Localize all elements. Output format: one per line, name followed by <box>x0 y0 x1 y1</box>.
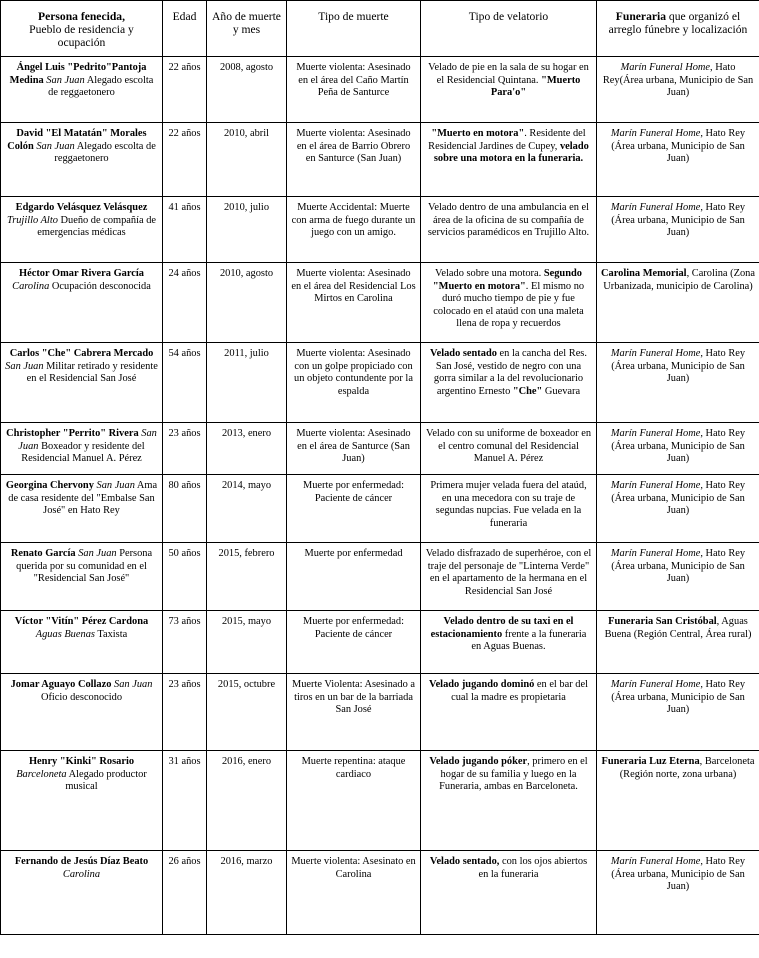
funeraria-text: Marín Funeral Home <box>610 202 701 213</box>
cell-fecha: 2015, octubre <box>207 674 287 751</box>
velatorio-text: Segundo "Muerto en motora" <box>432 268 582 292</box>
cell-persona <box>1 423 163 475</box>
person-occupation: Oficio desconocido <box>40 691 123 703</box>
table-row <box>1 57 759 123</box>
cell-fecha: 2016, enero <box>207 751 287 851</box>
header-tipo-velatorio: Tipo de velatorio <box>421 1 597 57</box>
person-name: Fernando de Jesús Díaz Beato <box>14 856 149 867</box>
cell-edad: 24 años <box>163 263 207 343</box>
cell-edad: 73 años <box>163 611 207 674</box>
cell-edad: 31 años <box>163 751 207 851</box>
header-edad: Edad <box>163 1 207 57</box>
person-town: Carolina <box>12 280 50 292</box>
cell-fecha: 2014, mayo <box>207 475 287 543</box>
cell-tipo-velatorio <box>421 611 597 674</box>
velatorio-text: Velado dentro de su taxi en el estacionamiento <box>430 616 574 640</box>
velatorio-text: "Che" <box>512 385 543 397</box>
person-occupation: Alegado productor musical <box>65 768 147 793</box>
funeraria-text: Marín Funeral Home <box>610 428 701 439</box>
velatorio-text: con los ojos abiertos en la funeraria <box>478 856 588 880</box>
person-name: Carlos "Che" Cabrera Mercado <box>9 348 154 359</box>
velatorio-text: en la cancha del Res. San José, vestido de negro con una gorra similar a la del revolucionario argentino Ernesto <box>433 348 587 397</box>
cell-funeraria <box>597 611 759 674</box>
velatorio-text: . El mismo no duró mucho tiempo de pie y fue colocado en el ataúd con una maleta llena de ropa y recuerdos <box>433 280 585 330</box>
cell-tipo-muerte: Muerte violenta: Asesinato en Carolina <box>287 851 421 935</box>
velatorio-text: en el bar del cual la madre es propietaria <box>451 679 588 703</box>
cell-funeraria <box>597 851 759 935</box>
person-name: Víctor "Vitín" Pérez Cardona <box>14 616 149 627</box>
velatorio-text: frente a la funeraria en Aguas Buenas. <box>471 628 587 653</box>
person-name: Christopher "Perrito" Rivera <box>6 428 139 439</box>
velatorio-text: Velado disfrazado de superhéroe, con el traje del personaje de "Linterna Verde" en el apartamento de la hermana en el Residencial San José <box>425 548 592 597</box>
funeraria-text: Marín Funeral Home <box>610 548 701 559</box>
funeraria-text: Marín Funeral Home <box>610 679 701 690</box>
person-name: David "El Matatán" Morales Colón <box>7 128 147 152</box>
table-row <box>1 674 759 751</box>
funeraria-text: , Hato Rey (Área urbana, Municipio de San Juan) <box>611 202 746 239</box>
person-town: San Juan <box>75 548 117 559</box>
cell-tipo-muerte: Muerte por enfermedad <box>287 543 421 611</box>
cell-fecha: 2013, enero <box>207 423 287 475</box>
velatorio-text: Velado sentado <box>430 348 497 359</box>
cell-persona <box>1 197 163 263</box>
cell-persona <box>1 611 163 674</box>
funeraria-text: Carolina Memorial <box>601 268 687 279</box>
cell-tipo-velatorio <box>421 263 597 343</box>
table-row <box>1 423 759 475</box>
funeraria-text: Funeraria San Cristóbal <box>608 616 717 627</box>
cell-edad: 26 años <box>163 851 207 935</box>
funeraria-text: Marín Funeral Home <box>610 128 701 139</box>
cell-fecha: 2008, agosto <box>207 57 287 123</box>
funeraria-text: , Hato Rey (Área urbana, Municipio de San Juan) <box>611 128 746 165</box>
table-row <box>1 123 759 197</box>
cell-funeraria <box>597 423 759 475</box>
person-town: San Juan <box>111 679 153 690</box>
cell-persona <box>1 57 163 123</box>
cell-persona <box>1 543 163 611</box>
velatorio-text: velado sobre una motora en la funeraria. <box>433 140 589 165</box>
cell-tipo-velatorio <box>421 57 597 123</box>
person-occupation: Alegado escolta de reggaetonero <box>54 140 156 165</box>
funeraria-text: , Hato Rey(Área urbana, Municipio de San Juan) <box>602 62 754 99</box>
person-name: Edgardo Velásquez Velásquez <box>15 202 148 213</box>
cell-tipo-muerte: Muerte por enfermedad: Paciente de cáncer <box>287 611 421 674</box>
cell-tipo-muerte: Muerte repentina: ataque cardiaco <box>287 751 421 851</box>
header-tipo-muerte: Tipo de muerte <box>287 1 421 57</box>
header-persona: Persona fenecida, Pueblo de residencia y ocupación <box>1 1 163 57</box>
cell-funeraria <box>597 197 759 263</box>
cell-tipo-velatorio <box>421 343 597 423</box>
cell-fecha: 2011, julio <box>207 343 287 423</box>
header-row <box>1 1 759 57</box>
cell-edad: 23 años <box>163 423 207 475</box>
velatorio-text: "Muerto en motora" <box>431 128 525 139</box>
cell-fecha: 2010, julio <box>207 197 287 263</box>
velatorio-text: Velado sobre una motora. <box>435 268 544 279</box>
funeraria-text: , Barceloneta (Región norte, zona urbana) <box>619 756 755 780</box>
cell-persona <box>1 674 163 751</box>
velatorio-text: "Muerto Para'o" <box>490 74 581 99</box>
velatorio-text: Velado jugando dominó <box>429 679 535 690</box>
cell-persona <box>1 475 163 543</box>
funeraria-text: Marín Funeral Home <box>610 348 701 359</box>
person-town: Carolina <box>62 868 101 880</box>
person-name: Georgina Chervony <box>5 480 94 491</box>
funeraria-text: , Hato Rey (Área urbana, Municipio de San Juan) <box>611 548 746 585</box>
funeraria-text: , Carolina (Zona Urbanizada, municipio de Carolina) <box>603 268 755 292</box>
cell-funeraria <box>597 57 759 123</box>
cell-edad: 41 años <box>163 197 207 263</box>
person-town: Barceloneta <box>16 768 67 780</box>
cell-funeraria <box>597 543 759 611</box>
person-occupation: Persona querida por su comunidad en el "Residencial San José" <box>16 548 153 585</box>
cell-persona <box>1 851 163 935</box>
table-body <box>1 57 759 935</box>
person-occupation: Alegado escolta de reggaetonero <box>48 74 154 99</box>
cell-tipo-muerte: Muerte Accidental: Muerte con arma de fuego durante un juego con un amigo. <box>287 197 421 263</box>
cell-fecha: 2010, abril <box>207 123 287 197</box>
person-town: Trujillo Alto <box>6 214 58 226</box>
table-row <box>1 263 759 343</box>
cell-edad: 50 años <box>163 543 207 611</box>
velatorio-text: Velado de pie en la sala de su hogar en el Residencial Quintana. <box>428 62 589 86</box>
funeraria-text: , Hato Rey (Área urbana, Municipio de San Juan) <box>611 480 746 517</box>
cell-tipo-muerte: Muerte Violenta: Asesinado a tiros en un bar de la barriada San José <box>287 674 421 751</box>
funeraria-text: Marín Funeral Home <box>620 62 711 73</box>
person-town: San Juan <box>93 480 135 491</box>
person-town: San Juan <box>18 428 157 452</box>
cell-persona <box>1 343 163 423</box>
person-occupation: Militar retirado y residente en el Residencial San José <box>26 360 158 385</box>
person-occupation: Dueño de compañía de emergencias médicas <box>37 214 157 239</box>
funeraria-text: , Hato Rey (Área urbana, Municipio de San Juan) <box>611 348 746 385</box>
cell-tipo-muerte: Muerte violenta: Asesinado con un golpe propiciado con un objeto contundente por la espalda <box>287 343 421 423</box>
table-row <box>1 197 759 263</box>
cell-edad: 54 años <box>163 343 207 423</box>
cell-tipo-velatorio <box>421 475 597 543</box>
cell-persona <box>1 751 163 851</box>
cell-persona <box>1 263 163 343</box>
cell-tipo-velatorio <box>421 423 597 475</box>
velatorio-text: Primera mujer velada fuera del ataúd, en una mecedora con su traje de segundas nupcias. Fue velada en la funeraria <box>430 480 587 529</box>
person-name: Héctor Omar Rivera García <box>19 268 144 279</box>
velatorio-text: Guevara <box>542 385 581 397</box>
cell-tipo-muerte: Muerte violenta: Asesinado en el área de Santurce (San Juan) <box>287 423 421 475</box>
person-town: San Juan <box>33 140 75 152</box>
funeraria-text: , Hato Rey (Área urbana, Municipio de San Juan) <box>611 428 746 465</box>
cell-tipo-velatorio <box>421 851 597 935</box>
person-town: Aguas Buenas <box>35 628 95 640</box>
table-row <box>1 611 759 674</box>
funeraria-text: Marín Funeral Home <box>610 480 701 491</box>
cell-tipo-velatorio <box>421 197 597 263</box>
cell-tipo-velatorio <box>421 674 597 751</box>
velatorio-text: Velado con su uniforme de boxeador en el centro comunal del Residencial Manuel A. Pérez <box>425 428 592 465</box>
person-town: San Juan <box>5 360 44 372</box>
table-row <box>1 343 759 423</box>
cell-edad: 22 años <box>163 123 207 197</box>
cell-fecha: 2016, marzo <box>207 851 287 935</box>
funeraria-text: Funeraria Luz Eterna <box>601 756 700 767</box>
cell-tipo-muerte: Muerte violenta: Asesinado en el área de Barrio Obrero en Santurce (San Juan) <box>287 123 421 197</box>
cell-edad: 80 años <box>163 475 207 543</box>
person-town: San Juan <box>43 74 85 86</box>
cell-funeraria <box>597 751 759 851</box>
cell-funeraria <box>597 123 759 197</box>
table-row <box>1 475 759 543</box>
velatorio-text: Velado dentro de una ambulancia en el área de la oficina de su compañía de servicios paramédicos en Trujillo Alto. <box>427 202 590 239</box>
funeraria-text: , Aguas Buena (Región Central, Área rural) <box>604 616 752 640</box>
velatorio-text: Velado sentado, <box>429 856 500 867</box>
cell-edad: 23 años <box>163 674 207 751</box>
cell-fecha: 2010, agosto <box>207 263 287 343</box>
person-occupation: Boxeador y residente del Residencial Manuel A. Pérez <box>21 440 145 465</box>
person-name: Renato García <box>10 548 76 559</box>
table-row <box>1 543 759 611</box>
funeraria-text: , Hato Rey (Área urbana, Municipio de San Juan) <box>611 856 746 893</box>
person-occupation: Ama de casa residente del "Embalse San José" en Hato Rey <box>8 480 158 517</box>
cell-tipo-muerte: Muerte violenta: Asesinado en el área del Caño Martín Peña de Santurce <box>287 57 421 123</box>
cell-funeraria <box>597 475 759 543</box>
cell-funeraria <box>597 263 759 343</box>
person-occupation: Ocupación desconocida <box>49 280 151 292</box>
cell-edad: 22 años <box>163 57 207 123</box>
cell-funeraria <box>597 343 759 423</box>
cell-tipo-velatorio <box>421 543 597 611</box>
velatorio-text: Velado jugando póker <box>429 756 528 767</box>
cell-tipo-velatorio <box>421 123 597 197</box>
cell-tipo-velatorio <box>421 751 597 851</box>
cell-tipo-muerte: Muerte violenta: Asesinado en el área del Residencial Los Mirtos en Carolina <box>287 263 421 343</box>
table-row <box>1 751 759 851</box>
person-name: Henry "Kinki" Rosario <box>28 756 135 767</box>
cell-persona <box>1 123 163 197</box>
velatorio-text: . Residente del Residencial Jardines de Cupey, <box>428 128 586 152</box>
funeraria-text: Marín Funeral Home <box>610 856 701 867</box>
header-anio: Año de muerte y mes <box>207 1 287 57</box>
person-name: Jomar Aguayo Collazo <box>10 679 112 690</box>
header-funeraria: Funeraria que organizó el arreglo fúnebre y localización <box>597 1 759 57</box>
person-occupation: Taxista <box>94 628 128 640</box>
person-name: Ángel Luis "Pedrito"Pantoja Medina <box>9 62 147 86</box>
cell-tipo-muerte: Muerte por enfermedad: Paciente de cáncer <box>287 475 421 543</box>
funeraria-text: , Hato Rey (Área urbana, Municipio de San Juan) <box>611 679 746 716</box>
cell-fecha: 2015, febrero <box>207 543 287 611</box>
cell-fecha: 2015, mayo <box>207 611 287 674</box>
cell-funeraria <box>597 674 759 751</box>
velatorio-text: , primero en el hogar de su familia y luego en la Funeraria, ambas en Barceloneta. <box>439 756 588 793</box>
table-row <box>1 851 759 935</box>
